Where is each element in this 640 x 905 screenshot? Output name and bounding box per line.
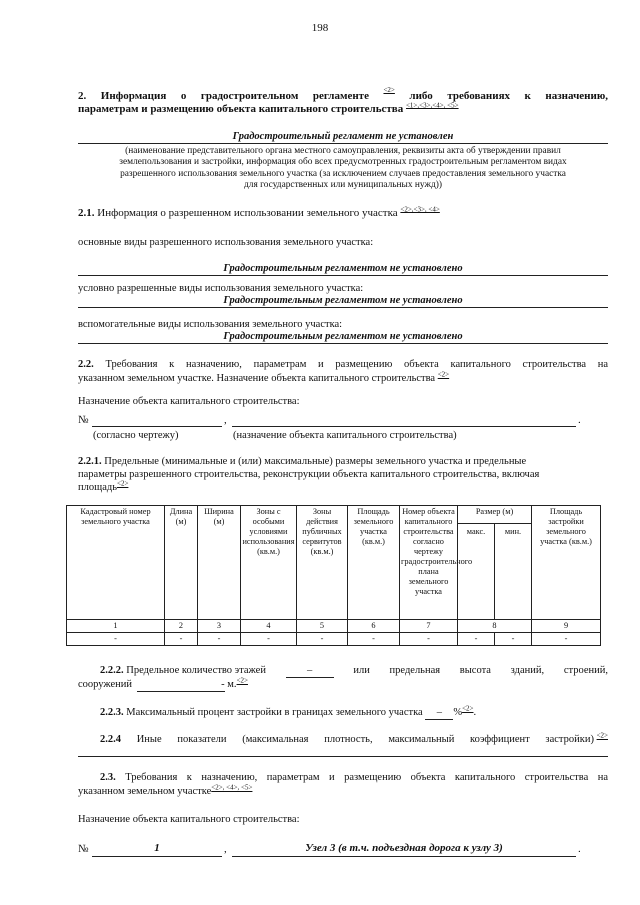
- auxiliary-uses-value: Градостроительным регламентом не установлено: [223, 331, 463, 342]
- object-purpose-field: [232, 426, 576, 427]
- section-2-heading-line2: параметрам и размещению объекта капитального строительства $^{<1>,<3>,<4>, <5>}$: [78, 101, 459, 115]
- footnote-ref: <2>: [462, 704, 474, 713]
- basic-uses-value: Градостроительным регламентом не установлено: [223, 263, 463, 274]
- section-2-2-1-line1: 2.2.1. Предельные (минимальные и (или) максимальные) размеры земельного участка и предельные: [78, 456, 527, 467]
- other-indicators-field: [78, 756, 608, 757]
- section-2-2-4: 2.2.4 Иные показатели (максимальная плотность, максимальный коэффициент застройки) $^{<2>}$: [100, 731, 608, 745]
- regulation-description: (наименование представительного органа местного самоуправления, реквизиты акта об утверждении правил землепользования и застройки, информация обо всех предусмотренных градостроительным регламентом видах разрешенного использования земельного участка (за исключением случаев предоставления земельного участка для государственных или муниципальных нужд)): [119, 146, 567, 191]
- section-2-heading-line1: 2. Информация о градостроительном регламенте <2> либо требованиях к назначению,: [78, 86, 608, 102]
- auxiliary-uses-label: вспомогательные виды использования земельного участка:: [78, 319, 343, 330]
- per-drawing-caption: (согласно чертежу): [93, 430, 179, 441]
- header-width: Ширина (м): [198, 506, 241, 620]
- header-size-max: макс.: [458, 524, 495, 620]
- section-2-2-line1: 2.2. Требования к назначению, параметрам и размещению объекта капитального строительства на: [78, 359, 609, 370]
- height-field: -: [137, 678, 225, 692]
- conditional-uses-label: условно разрешенные виды использования земельного участка:: [78, 283, 364, 294]
- object-number-field: [92, 426, 222, 427]
- footnote-ref: <2>: [383, 86, 395, 94]
- footnote-ref: <2>: [117, 479, 129, 488]
- purpose-caption: (назначение объекта капитального строительства): [233, 430, 457, 441]
- section-2-1-heading: 2.1. Информация о разрешенном использовании земельного участка $^{<2>,<3>, <4>}$: [78, 205, 440, 219]
- header-object-number: Номер объекта капитального строительства согласно чертежу градостроительного плана земельного участка: [400, 506, 458, 620]
- regulation-title: Градостроительный регламент не установлен: [232, 131, 454, 142]
- table-row-numbers: 1 2 3 4 5 6 7 8 9: [67, 620, 601, 633]
- table-header-row: [67, 506, 601, 524]
- section-2-3-line1: 2.3. Требования к назначению, параметрам и размещению объекта капитального строительства на: [100, 772, 609, 783]
- conditional-uses-value: Градостроительным регламентом не установлено: [223, 295, 463, 306]
- section-2-number: 2.: [78, 90, 87, 102]
- footnote-ref: <2>,<3>, <4>: [400, 205, 440, 214]
- header-length: Длина (м): [165, 506, 198, 620]
- header-special-zones: Зоны с особыми условиями использования (кв.м.): [241, 506, 297, 620]
- object-number-2: 1: [92, 842, 222, 857]
- section-2-2-1-line2: параметры разрешенного строительства, реконструкции объекта капитального строительства, включая: [78, 469, 540, 480]
- footnote-ref: <1>,<3>,<4>, <5>: [405, 101, 459, 110]
- footnote-ref: <2>, <4>, <5>: [211, 783, 253, 792]
- header-size-min: мин.: [495, 524, 532, 620]
- header-built-area: Площадь застройки земельного участка (кв.м.): [532, 506, 601, 620]
- header-easement-zones: Зоны действия публичных сервитутов (кв.м.): [297, 506, 348, 620]
- section-2-2-line2: указанном земельном участке. Назначение объекта капитального строительства $^{<2>}$: [78, 370, 450, 384]
- purpose-label-2: Назначение объекта капитального строительства:: [78, 814, 300, 825]
- header-plot-area: Площадь земельного участка (кв.м.): [348, 506, 400, 620]
- object-purpose-2: Узел 3 (в т.ч. подъездная дорога к узлу 3): [232, 842, 576, 857]
- header-size: Размер (м): [458, 506, 532, 524]
- table-row: - - - - - - - - - -: [67, 633, 601, 646]
- number-sign-2: №: [78, 843, 89, 855]
- section-2-2-2-line1: 2.2.2. Предельное количество этажей – или предельная высота зданий, строений,: [100, 664, 608, 678]
- document-page: 198 2. Информация о градостроительном регламенте <2> либо требованиях к назначению, параметрам и размещению объекта капитального строительства $^{<1>,<3>,<4>, <5>}$ Градостроительный регламент не установлен (наименование представительного органа местного самоуправления, реквизиты акта об утверждении правил землепользования и застройки, информация обо всех предусмотренных градостроительным регламентом видах разрешенного использования земельного участка (за исключением случаев предоставления земельного участка для государственных или муниципальных нужд)) 2.1. Информация о разрешенном использовании земельного участка $^{<2>,<3>, <4>}$ основные виды разрешенного использования земельного участка: Градостроительным регламентом не установлено условно разрешенные виды использования земельного участка: Градостроительным регламентом не установлено вспомогательные виды использования земельного участка: Градостроительным регламентом не установлено 2.2. Требования к назначению, параметрам и размещению объекта капитального строительства на указанном земельном участке. Назначение объекта капитального строительства $^{<2>}$ Назначение объекта капитального строительства: № , . (согласно чертежу) (назначение объекта капитального строительства) 2.2.1. Предельные (минимальные и (или) максимальные) размеры земельного участка и предельные параметры разрешенного строительства, реконструкции объекта капитального строительства, включая площадь$^{<2>}$ Кадастровый номер земельного участка Длина (м) Ширина (м) Зоны с особыми условиями использования (кв.м.) Зоны действия публичных сервитутов (кв.м.) Площадь земельного участка (кв.м.) Номер объекта капитального строительства согласно чертежу градостроительного плана земельного участка Размер (м) Площадь застройки земельного участка (кв.м.) макс. мин. 1 2 3 4 5 6 7 8 9 - - - - - - - - - - 2.2.2. Предельное количество этажей – или предельная высота зданий, строений, сооружений - м.$^{<2>}$ 2.2.3. Максимальный процент застройки в границах земельного участка – %$^{<2>}$. 2.2.4 Иные показатели (максимальная плотность, максимальный коэффициент застройки) $^{<2>}$ 2.3. Требования к назначению, параметрам и размещению объекта капитального строительства на указанном земельном участке$^{<2>, <4>, <5>}$ Назначение объекта капитального строительства: № 1 , Узел 3 (в т.ч. подъездная дорога к узлу 3) .: [0, 0, 640, 905]
- parameters-table: [66, 505, 601, 646]
- footnote-ref: <2>: [596, 731, 608, 740]
- footnote-ref: <2>: [437, 370, 450, 379]
- floors-field: –: [286, 664, 334, 678]
- basic-uses-label: основные виды разрешенного использования земельного участка:: [78, 237, 374, 248]
- page-number: 198: [311, 22, 329, 34]
- section-2-2-2-line2: сооружений - м.$^{<2>}$: [78, 678, 248, 692]
- purpose-label: Назначение объекта капитального строительства:: [78, 396, 300, 407]
- built-percent-field: –: [425, 706, 453, 720]
- section-2-3-line2: указанном земельном участке$^{<2>, <4>, <5>}$: [78, 783, 253, 797]
- footnote-ref: <2>: [236, 676, 248, 685]
- number-sign: №: [78, 414, 89, 426]
- section-2-2-1-line3: площадь$^{<2>}$: [78, 479, 129, 493]
- section-2-2-3: 2.2.3. Максимальный процент застройки в границах земельного участка – %$^{<2>}$.: [100, 706, 476, 720]
- header-cadastral-number: Кадастровый номер земельного участка: [67, 506, 165, 620]
